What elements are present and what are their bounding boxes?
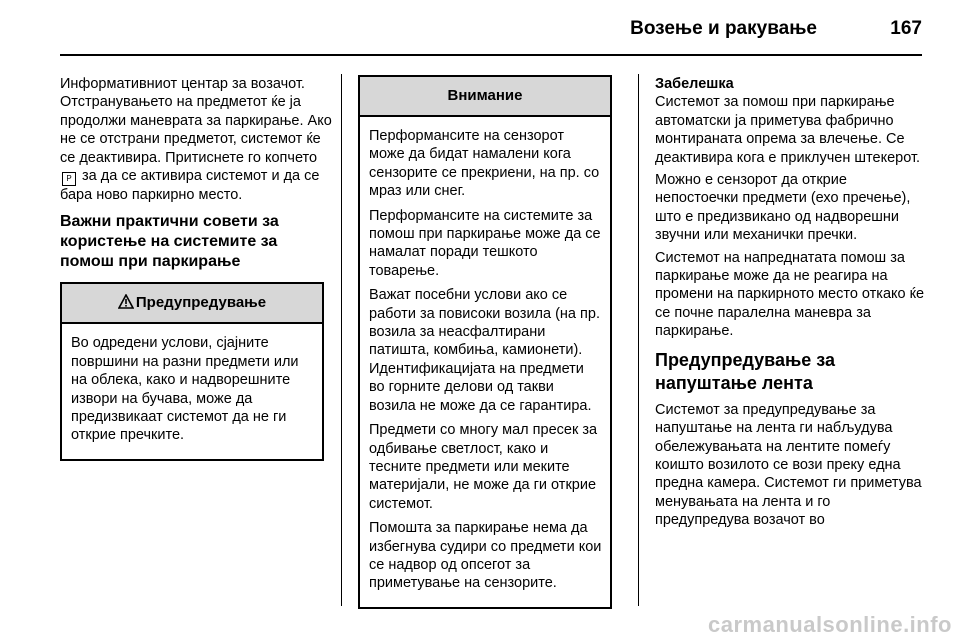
intro-text-part2: за да се активира системот и да се бара ново паркирно место. — [60, 168, 320, 204]
watermark: carmanualsonline.info — [708, 612, 952, 637]
note-label: Забелешка — [655, 76, 734, 92]
intro-paragraph — [60, 75, 332, 204]
lane-departure-heading: Предупредување за напуштање лента — [655, 349, 836, 393]
caution-paragraph: Помошта за паркирање нема да избегнува судири со предмети кои се надвор од опсегот за приметување на сензорите. — [369, 520, 602, 592]
caution-box — [358, 75, 612, 609]
column-divider-left — [341, 74, 342, 606]
warning-text: Во одредени услови, сјајните површини на разни предмети или на облека, како и надворешните извори на бучава, може да предизвикаат системот да не ги открие пречките. — [71, 335, 299, 444]
tips-heading: Важни практични совети за користење на системите за помош при паркирање — [60, 213, 279, 271]
note-paragraph: Можно е сензорот да открие непостоечки предмети (ехо пречење), што е предизвикано од надворешни звучни или механички пречки. — [655, 172, 911, 244]
caution-paragraph: Перформансите на системите за помош при паркирање може да се намалат поради тешкото товарење. — [369, 207, 601, 279]
lane-departure-text: Системот за предупредување за напуштање на лента ги набљудува обележувањата на лентите помеѓу коишто возилото се вози преку една предна камера. Системот ги приметува менувањата на лента и го предупредува возачот во — [655, 401, 922, 529]
page-number: 167 — [890, 18, 922, 39]
column-right — [655, 75, 925, 534]
warning-box-body — [62, 324, 322, 458]
warning-triangle-icon — [118, 286, 134, 324]
caution-box-header: Внимание — [360, 77, 610, 117]
caution-paragraph: Перформансите на сензорот може да бидат намалени кога сензорите се прекриени, на пр. со мраз или снег. — [369, 128, 600, 200]
intro-text-part1: Информативниот центар за возачот. Отстранувањето на предметот ќе ја продолжи маневрата за паркирање. Ако не се отстрани предметот, системот ќе се деактивира. Притиснете го копчето — [60, 76, 332, 166]
header-divider — [60, 54, 922, 56]
warning-box — [60, 282, 324, 460]
caution-paragraph: Предмети со многу мал пресек за одбивање светлост, како и тесните предмети или меките материјали, не може да ги открие системот. — [369, 422, 598, 512]
column-divider-right — [638, 74, 639, 606]
caution-paragraph: Важат посебни услови ако се работи за повисоки возила (на пр. возила за неасфалтирани патишта, комбиња, камионети). Идентификацијата на предмети во горните делови од такви возила не може да се гарантира. — [369, 287, 600, 414]
note-paragraph: Системот за помош при паркирање автоматски ја приметува фабрично монтираната опрема за влечење. Се деактивира кога е приклучен штекерот. — [655, 94, 921, 166]
warning-box-title: Предупредување — [135, 294, 267, 312]
parking-assist-button-icon: P — [62, 172, 76, 186]
caution-box-body — [360, 117, 610, 607]
warning-box-header — [62, 284, 322, 324]
column-middle — [358, 75, 610, 609]
note-paragraph: Системот на напреднатата помош за паркирање може да не реагира на промени на паркирното место откако ќе се почне паралелна маневра за паркирање. — [655, 249, 925, 340]
page-title: Возење и ракување — [630, 18, 817, 39]
column-left — [60, 75, 332, 461]
